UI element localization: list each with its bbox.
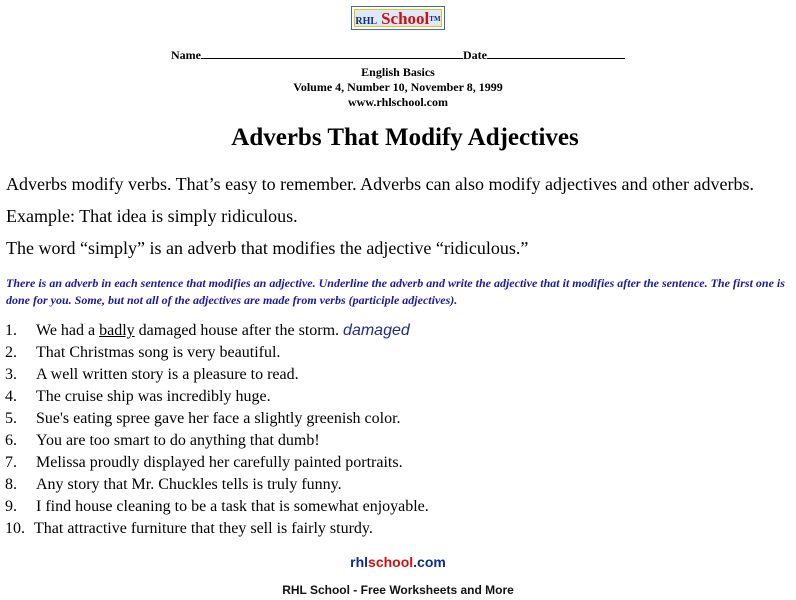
- question-item: [5, 518, 429, 540]
- date-blank: [487, 47, 625, 59]
- page-title: Adverbs That Modify Adjectives: [231, 124, 579, 151]
- question-list: [5, 320, 429, 540]
- question-number: 6.: [5, 432, 17, 449]
- question-number: 4.: [5, 388, 17, 405]
- name-label: Name: [171, 48, 201, 62]
- question-number: 10.: [5, 520, 25, 537]
- question-number: 1.: [5, 322, 17, 339]
- logo-rhl-text: RHL: [355, 16, 378, 27]
- question-text: Any story that Mr. Chuckles tells is truly funny.: [36, 476, 342, 493]
- footer-logo-com: .com: [413, 554, 446, 570]
- explanation-paragraph: The word “simply” is an adverb that modifies the adjective “ridiculous.”: [6, 238, 529, 258]
- footer-tagline: RHL School - Free Worksheets and More: [282, 583, 514, 597]
- question-number: 9.: [5, 498, 17, 515]
- question-text: Sue's eating spree gave her face a slightly greenish color.: [36, 410, 401, 427]
- example-paragraph: Example: That idea is simply ridiculous.: [6, 206, 298, 226]
- question-text-before: We had a: [36, 322, 100, 339]
- underlined-adverb: badly: [99, 322, 135, 339]
- question-text: Melissa proudly displayed her carefully painted portraits.: [36, 454, 403, 471]
- question-number: 3.: [5, 366, 17, 383]
- name-date-line: [0, 47, 796, 63]
- logo-school-text: School: [381, 9, 430, 28]
- question-number: 5.: [5, 410, 17, 427]
- question-text: You are too smart to do anything that dumb!: [36, 432, 320, 449]
- footer-logo-school: school: [368, 554, 414, 570]
- date-label: Date: [463, 48, 487, 62]
- question-item: [5, 452, 429, 474]
- footer-logo-rhl: rhl: [350, 554, 369, 570]
- question-text-after: damaged house after the storm.: [134, 322, 340, 339]
- issue-line: Volume 4, Number 10, November 8, 1999: [293, 80, 503, 94]
- question-text: I find house cleaning to be a task that is somewhat enjoyable.: [36, 498, 429, 515]
- question-item: [5, 430, 429, 452]
- question-item: [5, 496, 429, 518]
- logo-trademark: TM: [429, 15, 441, 23]
- website-line: www.rhlschool.com: [348, 95, 448, 109]
- subject-line: English Basics: [361, 65, 435, 79]
- question-number: 2.: [5, 344, 17, 361]
- intro-paragraph: Adverbs modify verbs. That’s easy to remember. Adverbs can also modify adjectives and other adverbs.: [6, 174, 754, 194]
- footer-rhlschool-logo[interactable]: [0, 554, 796, 570]
- question-text: A well written story is a pleasure to read.: [36, 366, 299, 383]
- question-item: [5, 408, 429, 430]
- question-number: 8.: [5, 476, 17, 493]
- question-item: [5, 364, 429, 386]
- question-number: 7.: [5, 454, 17, 471]
- sample-answer: damaged: [343, 322, 410, 339]
- question-item: [5, 474, 429, 496]
- question-item: [5, 320, 429, 342]
- rhl-school-logo: [351, 6, 445, 30]
- question-text: The cruise ship was incredibly huge.: [36, 388, 271, 405]
- question-text: That attractive furniture that they sell is fairly sturdy.: [34, 520, 373, 537]
- logo-inner: [354, 9, 442, 27]
- question-text: That Christmas song is very beautiful.: [36, 344, 281, 361]
- instructions: There is an adverb in each sentence that modifies an adjective. Underline the adverb and write the adjective that it modifies after the sentence. The first one is done for you. Some, but not all of the adjectives are made from verbs (participle adjectives).: [6, 276, 785, 307]
- name-blank: [201, 47, 463, 59]
- question-item: [5, 342, 429, 364]
- rhl-school-logo-container: [0, 6, 796, 35]
- question-item: [5, 386, 429, 408]
